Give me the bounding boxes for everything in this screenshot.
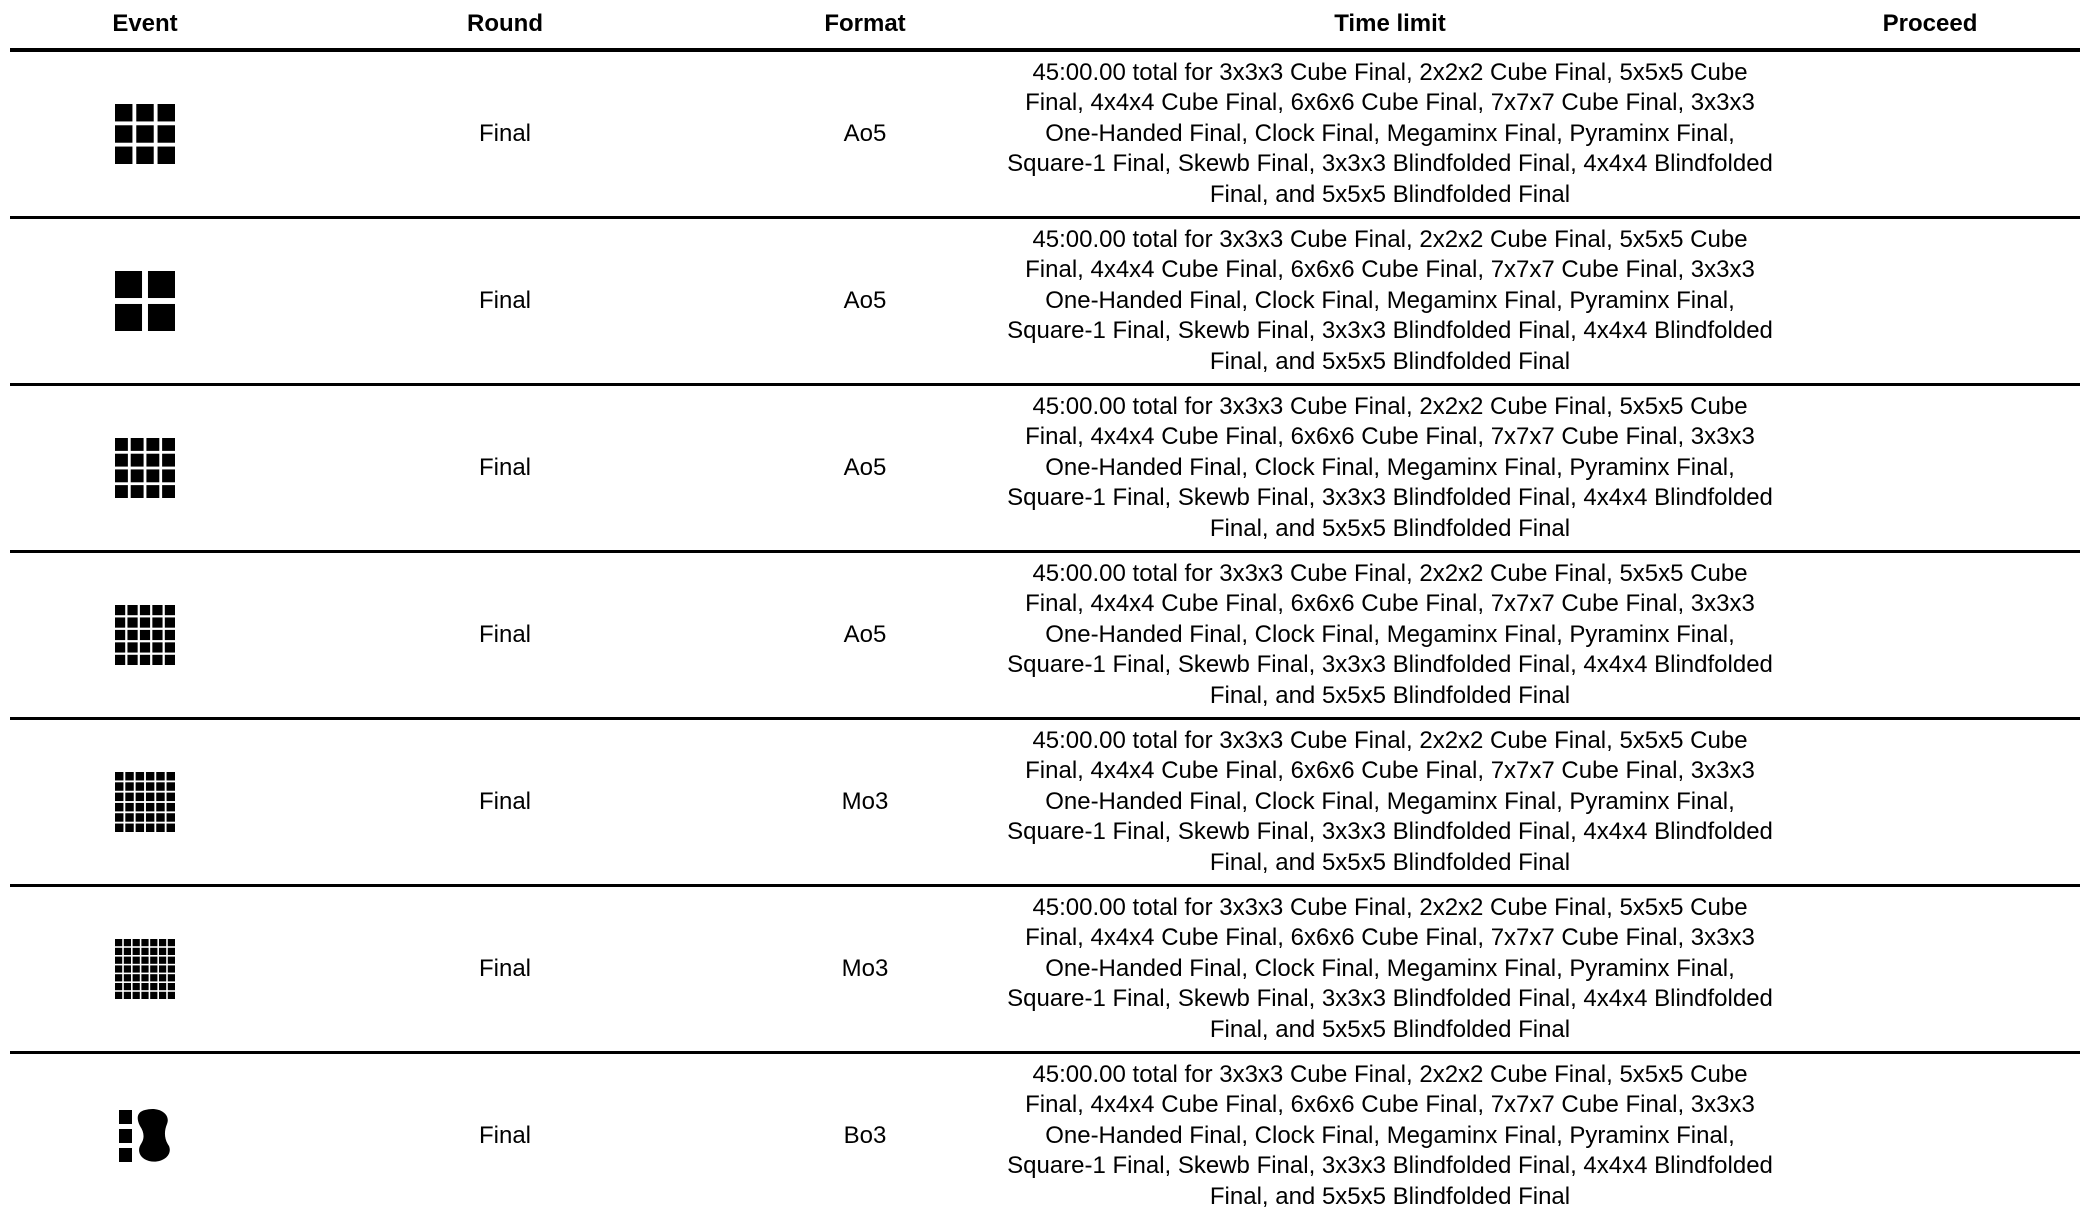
table-row [10, 218, 2080, 385]
icon-cell [133, 974, 140, 981]
icon-cell [115, 147, 132, 164]
icon-cell [115, 605, 125, 615]
icon-cell [150, 974, 157, 981]
icon-cell [136, 793, 144, 801]
icon-cell [158, 125, 175, 142]
icon-cell [140, 630, 150, 640]
icon-cell [127, 655, 137, 665]
icon-cell [133, 957, 140, 964]
icon-cell [141, 948, 148, 955]
icon-cell [168, 939, 175, 946]
icon-cell [125, 813, 133, 821]
table-header-row [10, 0, 2080, 50]
icon-cell [115, 655, 125, 665]
icon-cell [162, 485, 175, 498]
cube-3x3-icon [115, 104, 175, 164]
icon-cell [115, 630, 125, 640]
header-round: Round [280, 0, 730, 50]
header-time-limit: Time limit [1000, 0, 1780, 50]
icon-cell [119, 1129, 132, 1143]
icon-cell [167, 813, 175, 821]
icon-cell [152, 630, 162, 640]
proceed-cell [1780, 1053, 2080, 1219]
icon-cell [115, 104, 132, 121]
icon-cell [136, 104, 153, 121]
icon-cell [141, 983, 148, 990]
icon-cell [158, 147, 175, 164]
icon-cell [150, 992, 157, 999]
icon-cell [136, 147, 153, 164]
icon-cell [168, 948, 175, 955]
icon-cell [159, 992, 166, 999]
time-limit-text: 45:00.00 total for 3x3x3 Cube Final, 2x2x2 Cube Final, 5x5x5 Cube Final, 4x4x4 Cube Final, 6x6x6 Cube Final, 7x7x7 Cube Final, 3x3x3 One-Handed Final, Clock Final, Megaminx Final, Pyraminx Final, Square-1 Final, Skewb Final, 3x3x3 Blindfolded Final, 4x4x4 Blindfolded Final, and 5x5x5 Blindfolded Final [1007, 559, 1773, 709]
icon-cell [146, 803, 154, 811]
icon-cell [127, 630, 137, 640]
table-row [10, 719, 2080, 886]
time-limit-cell [1000, 886, 1780, 1053]
icon-cell [124, 965, 131, 972]
format-cell: Ao5 [730, 552, 1000, 719]
icon-cell [146, 824, 154, 832]
table-row [10, 552, 2080, 719]
icon-cell [136, 803, 144, 811]
round-cell: Final [280, 218, 730, 385]
icon-cell [146, 793, 154, 801]
icon-cell [115, 782, 123, 790]
icon-cell [115, 974, 122, 981]
icon-cell [158, 104, 175, 121]
cube-5x5-icon [115, 605, 175, 665]
icon-cell [124, 948, 131, 955]
time-limit-text: 45:00.00 total for 3x3x3 Cube Final, 2x2x2 Cube Final, 5x5x5 Cube Final, 4x4x4 Cube Final, 6x6x6 Cube Final, 7x7x7 Cube Final, 3x3x3 One-Handed Final, Clock Final, Megaminx Final, Pyraminx Final, Square-1 Final, Skewb Final, 3x3x3 Blindfolded Final, 4x4x4 Blindfolded Final, and 5x5x5 Blindfolded Final [1007, 392, 1773, 542]
icon-cell [131, 469, 144, 482]
time-limit-text: 45:00.00 total for 3x3x3 Cube Final, 2x2x2 Cube Final, 5x5x5 Cube Final, 4x4x4 Cube Final, 6x6x6 Cube Final, 7x7x7 Cube Final, 3x3x3 One-Handed Final, Clock Final, Megaminx Final, Pyraminx Final, Square-1 Final, Skewb Final, 3x3x3 Blindfolded Final, 4x4x4 Blindfolded Final, and 5x5x5 Blindfolded Final [1007, 1060, 1773, 1210]
icon-cell [150, 965, 157, 972]
icon-cell [125, 772, 133, 780]
time-limit-cell [1000, 218, 1780, 385]
header-format: Format [730, 0, 1000, 50]
icon-cell [115, 617, 125, 627]
header-event: Event [10, 0, 280, 50]
icon-cell [146, 813, 154, 821]
icon-cell [152, 617, 162, 627]
icon-cell [156, 782, 164, 790]
icon-cell [150, 983, 157, 990]
icon-cell [115, 485, 128, 498]
icon-cell [115, 948, 122, 955]
icon-cell [168, 965, 175, 972]
icon-cell [136, 125, 153, 142]
cube-6x6-icon [115, 772, 175, 832]
icon-cell [115, 642, 125, 652]
icon-cell [165, 655, 175, 665]
icon-cell [127, 605, 137, 615]
icon-cell [136, 772, 144, 780]
icon-cell [133, 983, 140, 990]
icon-cell [131, 485, 144, 498]
icon-cell [165, 630, 175, 640]
icon-cell [150, 948, 157, 955]
round-cell: Final [280, 385, 730, 552]
icon-cell [150, 939, 157, 946]
icon-cell [159, 939, 166, 946]
icon-cell [168, 992, 175, 999]
icon-cell [159, 957, 166, 964]
icon-cell [133, 948, 140, 955]
time-limit-text: 45:00.00 total for 3x3x3 Cube Final, 2x2x2 Cube Final, 5x5x5 Cube Final, 4x4x4 Cube Final, 6x6x6 Cube Final, 7x7x7 Cube Final, 3x3x3 One-Handed Final, Clock Final, Megaminx Final, Pyraminx Final, Square-1 Final, Skewb Final, 3x3x3 Blindfolded Final, 4x4x4 Blindfolded Final, and 5x5x5 Blindfolded Final [1007, 726, 1773, 876]
icon-cell [124, 939, 131, 946]
format-cell: Ao5 [730, 218, 1000, 385]
icon-cell [148, 304, 175, 331]
icon-cell [152, 642, 162, 652]
cube-2x2-icon [115, 271, 175, 331]
icon-cell [125, 793, 133, 801]
icon-cell [124, 992, 131, 999]
icon-cell [152, 605, 162, 615]
icon-cell [115, 125, 132, 142]
icon-cell [119, 1110, 132, 1124]
round-cell: Final [478, 1122, 532, 1149]
schedule-table [10, 0, 2080, 1218]
icon-cell [162, 469, 175, 482]
icon-cell [141, 965, 148, 972]
icon-cell [136, 813, 144, 821]
icon-cell [133, 992, 140, 999]
icon-cell [115, 772, 123, 780]
time-limit-cell [1000, 552, 1780, 719]
proceed-cell [1780, 218, 2080, 385]
table-row [10, 385, 2080, 552]
icon-cell [136, 782, 144, 790]
one-handed-icon [115, 1106, 175, 1166]
icon-cell [115, 438, 128, 451]
icon-cell [115, 965, 122, 972]
icon-cell [156, 803, 164, 811]
icon-cell [124, 957, 131, 964]
icon-cell [146, 469, 159, 482]
icon-cell [140, 655, 150, 665]
icon-cell [156, 824, 164, 832]
cube-4x4-icon [115, 438, 175, 498]
icon-cell [167, 824, 175, 832]
icon-cell [159, 948, 166, 955]
icon-cell [165, 617, 175, 627]
icon-cell [115, 992, 122, 999]
time-limit-cell [1000, 1053, 1780, 1219]
table-row [10, 1053, 2080, 1219]
icon-cell [167, 793, 175, 801]
format-cell: Ao5 [730, 50, 1000, 218]
icon-cell [131, 438, 144, 451]
icon-cell [146, 782, 154, 790]
icon-cell [115, 939, 122, 946]
proceed-cell [1780, 385, 2080, 552]
icon-cell [133, 965, 140, 972]
icon-cell [115, 813, 123, 821]
icon-cell [140, 617, 150, 627]
time-limit-cell [1000, 50, 1780, 218]
format-cell: Bo3 [843, 1122, 887, 1149]
icon-cell [115, 824, 123, 832]
icon-cell [125, 782, 133, 790]
format-cell: Mo3 [730, 886, 1000, 1053]
round-cell: Final [280, 886, 730, 1053]
icon-cell [115, 304, 142, 331]
icon-cell [156, 813, 164, 821]
icon-cell [115, 957, 122, 964]
icon-cell [159, 974, 166, 981]
icon-cell [146, 772, 154, 780]
icon-cell [141, 992, 148, 999]
icon-cell [141, 974, 148, 981]
icon-cell [146, 438, 159, 451]
icon-cell [127, 642, 137, 652]
icon-cell [159, 965, 166, 972]
proceed-cell [1780, 719, 2080, 886]
icon-cell [150, 957, 157, 964]
icon-hand-shape [138, 1109, 170, 1162]
time-limit-text: 45:00.00 total for 3x3x3 Cube Final, 2x2x2 Cube Final, 5x5x5 Cube Final, 4x4x4 Cube Final, 6x6x6 Cube Final, 7x7x7 Cube Final, 3x3x3 One-Handed Final, Clock Final, Megaminx Final, Pyraminx Final, Square-1 Final, Skewb Final, 3x3x3 Blindfolded Final, 4x4x4 Blindfolded Final, and 5x5x5 Blindfolded Final [1007, 893, 1773, 1043]
table-row [10, 50, 2080, 218]
icon-cell [115, 271, 142, 298]
icon-cell [152, 655, 162, 665]
icon-cell [125, 824, 133, 832]
proceed-cell [1780, 50, 2080, 218]
icon-cell [156, 793, 164, 801]
proceed-cell [1780, 886, 2080, 1053]
icon-cell [115, 983, 122, 990]
table-row [10, 886, 2080, 1053]
round-cell: Final [280, 552, 730, 719]
icon-cell [148, 271, 175, 298]
icon-cell [141, 939, 148, 946]
icon-cell [167, 803, 175, 811]
icon-cell [131, 454, 144, 467]
time-limit-cell [1000, 385, 1780, 552]
format-cell: Ao5 [730, 385, 1000, 552]
header-proceed: Proceed [1780, 0, 2080, 50]
icon-cell [124, 974, 131, 981]
icon-cell [162, 438, 175, 451]
icon-cell [125, 803, 133, 811]
proceed-cell [1780, 552, 2080, 719]
icon-cell [127, 617, 137, 627]
icon-cell [162, 454, 175, 467]
icon-cell [168, 974, 175, 981]
round-cell: Final [280, 719, 730, 886]
icon-cell [124, 983, 131, 990]
icon-cell [168, 957, 175, 964]
time-limit-text: 45:00.00 total for 3x3x3 Cube Final, 2x2x2 Cube Final, 5x5x5 Cube Final, 4x4x4 Cube Final, 6x6x6 Cube Final, 7x7x7 Cube Final, 3x3x3 One-Handed Final, Clock Final, Megaminx Final, Pyraminx Final, Square-1 Final, Skewb Final, 3x3x3 Blindfolded Final, 4x4x4 Blindfolded Final, and 5x5x5 Blindfolded Final [1007, 225, 1773, 375]
icon-cell [167, 772, 175, 780]
icon-cell [165, 605, 175, 615]
icon-cell [115, 803, 123, 811]
icon-cell [141, 957, 148, 964]
icon-cell [165, 642, 175, 652]
icon-cell [167, 782, 175, 790]
icon-cell [168, 983, 175, 990]
icon-cell [140, 642, 150, 652]
icon-cell [115, 793, 123, 801]
icon-cell [115, 454, 128, 467]
icon-cell [115, 469, 128, 482]
time-limit-cell [1000, 719, 1780, 886]
icon-cell [140, 605, 150, 615]
icon-cell [146, 485, 159, 498]
icon-cell [133, 939, 140, 946]
icon-cell [119, 1148, 132, 1162]
icon-cell [159, 983, 166, 990]
cube-7x7-icon [115, 939, 175, 999]
icon-cell [156, 772, 164, 780]
icon-cell [146, 454, 159, 467]
time-limit-text: 45:00.00 total for 3x3x3 Cube Final, 2x2x2 Cube Final, 5x5x5 Cube Final, 4x4x4 Cube Final, 6x6x6 Cube Final, 7x7x7 Cube Final, 3x3x3 One-Handed Final, Clock Final, Megaminx Final, Pyraminx Final, Square-1 Final, Skewb Final, 3x3x3 Blindfolded Final, 4x4x4 Blindfolded Final, and 5x5x5 Blindfolded Final [1007, 58, 1773, 208]
format-cell: Mo3 [730, 719, 1000, 886]
round-cell: Final [280, 50, 730, 218]
icon-cell [136, 824, 144, 832]
